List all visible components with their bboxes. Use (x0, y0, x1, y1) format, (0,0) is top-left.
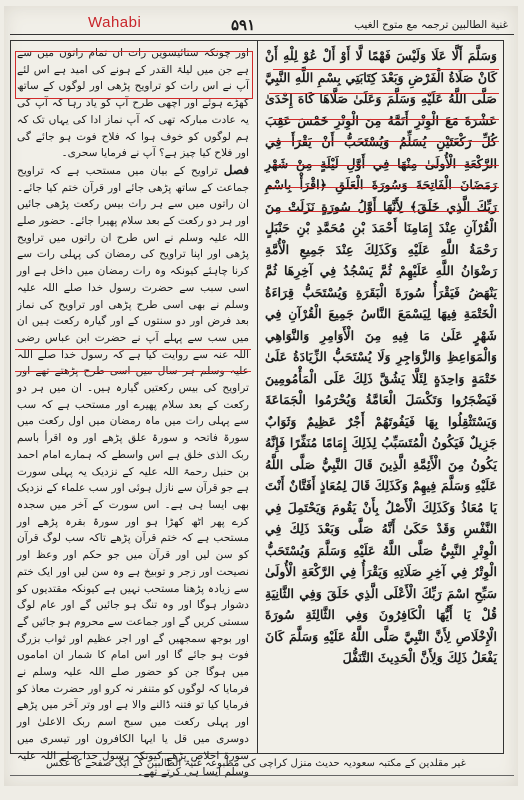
caption-footer: غیر مقلدین کے مکتبہ سعودیہ حدیث منزل کراچی کی مطبوعہ غنیۃ الطالبین کے ایک صفحے کا عکس (46, 758, 466, 769)
red-underline (269, 187, 499, 188)
red-underline (269, 93, 499, 94)
section-heading: فصل (223, 162, 249, 177)
urdu-translation-column (17, 45, 249, 779)
header-rule (10, 34, 514, 35)
running-header: غنية الطالبين ترجمہ مع متوح الغیب (354, 19, 508, 31)
urdu-paragraph-taraweeh: تراویح کے بیان میں مستحب ہے کہ تراویح جماعت کے ساتھ پڑھی جائے اور قرآن ختم کیا جائے۔ ان راتوں میں سے ہر رات بیس رکعت پڑھی جائیں اور ہر دو رکعت کے بعد سلام پھیرا جائے۔ حضور صلے اللہ علیہ وسلم نے اس طرح ان راتوں میں تراویح پڑھی اور اپنا تراویح کی رمضان کی پہلی رات سے کرنا چاہئے کیونکہ وہ رات رمضان میں داخل ہے اور اسی سبب سے حضرت رسول خدا صلے اللہ علیہ وسلم نے بھی اسی طرح پڑھی اور تراویح کی نماز بعد فرض اور دو سنتوں کے اور گیارہ رکعت ہیں ان میں سب سے پہلے آپ نے حضرت ابن عباس رضی اللہ عنہ سے روایت کیا ہے کہ رسول خدا صلے اللہ علیہ وسلم ہر سال میں اسی طرح پڑھتے تھے اور تراویح کی بیس رکعتیں گیارہ ہیں۔ ان میں ہر دو رکعت کے بعد سلام پھیرے اور مستحب ہے کہ سب سے پہلی رات میں ماہ رمضان میں اول رکعت میں سورۃ فاتحہ و سورۃ علق پڑھے اور وہ اقرأ باسم ربک الذی خلق ہے اس واسطے کہ ہمارے امام احمد بن حنبل رحمۃ اللہ علیہ کے نزدیک یہ پہلی سورت ہے جو قرآن سے نازل ہوئی اور سب علماء کے نزدیک بھی ایسا ہی ہے۔ اس سورت کے آخر میں سجدہ کرے پھر اٹھ کھڑا ہو اور سورۃ بقرہ پڑھے اور مستحب ہے کہ ختم قرآن پڑھے تاکہ سب لوگ قرآن کو سن لیں اور قرآن میں جو حکم اور وعظ اور نصیحت اور زجر و توبیخ ہے وہ سن لیں اور ایک ختم سے زیادہ پڑھنا مستحب نہیں ہے کیونکہ مقتدیوں کو دشوار ہوگا اور وہ تنگ ہو جائیں گے اور عام لوگ سستی کریں گے اور جماعت سے محروم ہو جائیں گے اور بوجھ سمجھیں گے اور اجر عظیم اور ثواب بزرگ فوت ہو جائے گا اور اس امام کا شمار ان اماموں میں ہوگا جن کو حضور صلے اللہ علیہ وسلم نے فرمایا کہ لوگوں کو متنفر نہ کرو اور حضرت معاذ کو فرمایا کیا تو فتنہ ڈالنے والا ہے اور وتر آخر میں پڑھے اور پہلی رکعت میں سبح اسم ربک الاعلیٰ اور دوسری میں قل یا ایہا الکافرون اور تیسری میں سورۃ اخلاص پڑھے کیونکہ رسول خدا صلے اللہ علیہ وسلم ایسا ہی کرتے تھے۔ (17, 164, 249, 779)
red-underline (15, 371, 251, 372)
footer-rule (10, 775, 514, 776)
red-underline (273, 165, 499, 166)
red-highlight-box (15, 51, 253, 99)
watermark-annotation: Wahabi (88, 14, 142, 31)
red-underline (273, 211, 499, 212)
red-underline (15, 349, 251, 350)
urdu-paragraph-intro: اور چونکہ ستائیسویں رات ان تمام راتوں میں سے ہے جن میں لیلۃ القدر کے ہونے کی امید ہے اس لئے آپ نے اس رات کو تراویح پڑھی اور لوگوں کے ساتھ کھڑے ہوئے اور اچھی طرح آپ کو یاد رہا کہ آپ کی یہ عادت مبارکہ تھی کہ آپ نماز ادا کی یہاں تک کہ ہم لوگوں کو خوف ہوا کہ فلاح فوت ہو جائے گی اور فلاح کیا چیز ہے؟ آپ نے فرمایا سحری۔ (17, 47, 249, 160)
red-underline (273, 69, 499, 70)
red-underline (273, 119, 499, 120)
page-number: ۵۹۱ (231, 16, 256, 34)
column-divider (257, 41, 258, 753)
arabic-paragraph: وَسَلَّمَ أَلَّا عَلَا وَلَيْسَ فَهْمًا لَّا أَوْ أَلْ عُوْ لِلْهِ أَنْ كَانْ صَلَاةُ الْفَرْضِ وَبَعْدَ كِتَابَتِي بِسْمِ اللَّهِ النَّبِيَّ صَلَّى اللَّهُ عَلَيْهِ وَسَلَّمَ وَعَلَىٰ صَلَّاهَا كَاهَ إِحْدَىٰ عَشْرَةَ مَعَ الْوِتْرِ أَتَمَّهُ مِنَ الْوِتْرِ خَمْسَ عَقِبَ كُلِّ رَكْعَتَيْنِ يُسَلِّمُ وَيُسْتَحَبُّ أَنْ يَقْرَأَ فِي الرَّكْعَةِ الْأُولَىٰ مِنْهَا فِي أَوَّلِ لَيْلَةٍ مِنْ شَهْرِ رَمَضَانَ الْفَاتِحَةَ وَسُورَةَ الْعَلَقِ ﴿اقْرَأْ بِاسْمِ رَبِّكَ الَّذِي خَلَقَ﴾ لِأَنَّهَا أَوَّلُ سُورَةٍ نَزَلَتْ مِنَ الْقُرْآنِ عِنْدَ إِمَامِنَا أَحْمَدَ بْنِ مُحَمَّدِ بْنِ حَنْبَلٍ رَحْمَةُ اللَّهِ عَلَيْهِ وَكَذَلِكَ عِنْدَ جَمِيعِ الْأُمَّةِ رَضْوَانُ اللَّهِ عَلَيْهِمْ ثُمَّ يَسْجُدُ فِي آخِرِهَا ثُمَّ يَنْهَضُ فَيَقْرَأُ سُورَةَ الْبَقَرَةِ وَيُسْتَحَبُّ قِرَاءَةُ الْخَتْمَةِ فِيهَا لِيَسْمَعَ النَّاسُ جَمِيعَ الْقُرْآنِ فِي شَهْرٍ عَلَىٰ مَا فِيهِ مِنَ الْأَوَامِرِ وَالنَّوَاهِي وَالْمَوَاعِظِ وَالزَّوَاجِرِ وَلَا يُسْتَحَبُّ الزِّيَادَةُ عَلَىٰ خَتْمَةٍ وَاحِدَةٍ لِئَلَّا يَشُقَّ ذَلِكَ عَلَى الْمَأْمُومِينَ فَيَضْجَرُوا وَتَكْسَلَ الْعَامَّةُ وَيُحْرَمُوا الْجَمَاعَةَ وَيَسْتَثْقِلُوا بِهَا فَيَفُوتَهُمْ أَجْرٌ عَظِيمٌ وَثَوَابٌ جَزِيلٌ فَيَكُونُ الْمُتَسَبِّبُ لِذَلِكَ إِمَامًا مُنَفِّرًا فَإِنَّهُ يَكُونُ مِنَ الْأَئِمَّةِ الَّذِينَ قَالَ النَّبِيُّ صَلَّى اللَّهُ عَلَيْهِ وَسَلَّمَ فِيهِمْ وَكَذَلِكَ قَالَ لِمُعَاذٍ أَفَتَّانٌ أَنْتَ يَا مُعَاذُ وَكَذَلِكَ الْأَصْلُ بِأَنْ يَقُومَ وَيَحْتَمِلَ فِي النَّفْسِ وَقَدْ حَكَىٰ أَنَّهُ صَلَّى وَبَعْدَ ذَلِكَ فِي الْوِتْرِ النَّبِيُّ صَلَّى اللَّهُ عَلَيْهِ وَسَلَّمَ وَيُسْتَحَبُّ الْوِتْرُ فِي آخِرِ صَلَاتِهِ وَيَقْرَأُ فِي الرَّكْعَةِ الْأُولَىٰ سَبِّحِ اسْمَ رَبِّكَ الْأَعْلَى الَّذِي خَلَقَ وَفِي الثَّانِيَةِ قُلْ يَا أَيُّهَا الْكَافِرُونَ وَفِي الثَّالِثَةِ سُورَةَ الْإِخْلَاصِ لِأَنَّ النَّبِيَّ صَلَّى اللَّهُ عَلَيْهِ وَسَلَّمَ كَانَ يَفْعَلُ ذَلِكَ وَلِأَنَّ الْحَدِيثَ التَّنَفُّلَ (265, 48, 497, 665)
arabic-text-column (265, 45, 497, 749)
red-underline (269, 141, 499, 142)
